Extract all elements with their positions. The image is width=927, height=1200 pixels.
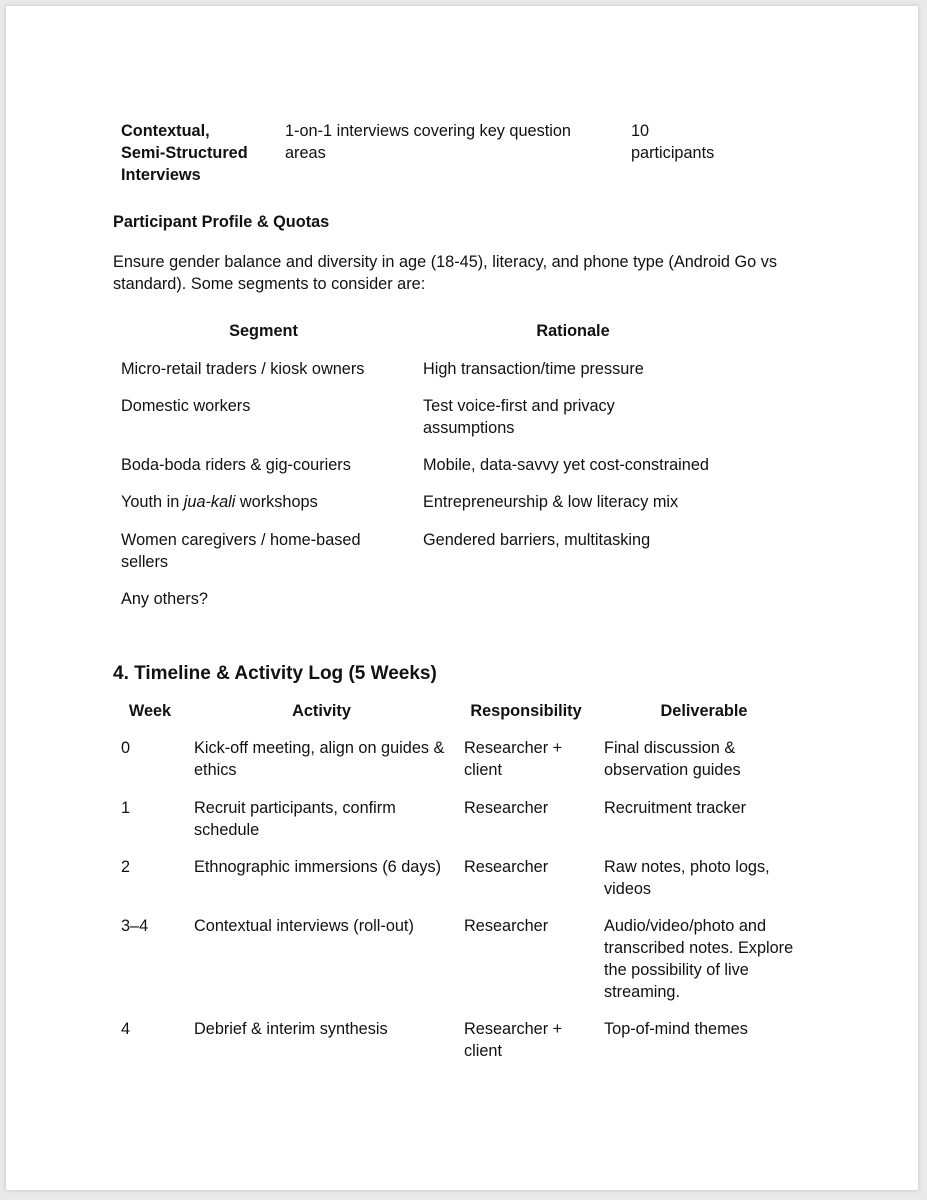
- deliverable-line: the possibility of live: [604, 961, 749, 979]
- participant-profile-heading: Participant Profile & Quotas: [113, 213, 330, 231]
- activity-column-header: Activity: [292, 702, 351, 720]
- activity-line: Kick-off meeting, align on guides &: [194, 739, 445, 757]
- deliverable-cell: [604, 737, 824, 781]
- segment-cell: Domestic workers: [121, 397, 251, 415]
- method-description-cell: [285, 120, 615, 164]
- segment-cell: Any others?: [121, 590, 208, 608]
- segment-cell: [121, 529, 411, 573]
- activity-line: ethics: [194, 761, 237, 779]
- deliverable-line: Audio/video/photo and: [604, 917, 767, 935]
- timeline-heading: 4. Timeline & Activity Log (5 Weeks): [113, 663, 437, 684]
- deliverable-line: observation guides: [604, 761, 741, 779]
- rationale-line: assumptions: [423, 419, 515, 437]
- segment-cell: [121, 491, 411, 513]
- participant-profile-intro: [113, 251, 833, 295]
- responsibility-cell: Researcher: [464, 858, 549, 876]
- deliverable-column-header: Deliverable: [660, 702, 748, 720]
- rationale-line: Test voice-first and privacy: [423, 397, 615, 415]
- deliverable-cell: Recruitment tracker: [604, 799, 747, 817]
- week-cell: 1: [121, 799, 131, 817]
- activity-line: schedule: [194, 821, 260, 839]
- activity-line: Recruit participants, confirm: [194, 799, 396, 817]
- method-name-cell: [121, 120, 281, 186]
- deliverable-cell: [604, 856, 824, 900]
- week-cell: 3–4: [121, 917, 149, 935]
- responsibility-cell: [464, 1018, 599, 1062]
- segment-emphasis: jua-kali: [183, 493, 236, 511]
- segment-line: sellers: [121, 553, 169, 571]
- description-line: 1-on-1 interviews covering key question: [285, 122, 571, 140]
- week-column-header: Week: [128, 702, 172, 720]
- segment-text: Youth in: [121, 493, 184, 511]
- activity-cell: [194, 797, 459, 841]
- week-cell: 2: [121, 858, 131, 876]
- deliverable-line: streaming.: [604, 983, 681, 1001]
- week-cell: 4: [121, 1020, 131, 1038]
- rationale-cell: [423, 395, 763, 439]
- segment-cell: Boda-boda riders & gig-couriers: [121, 456, 351, 474]
- segment-column-header: Segment: [229, 322, 298, 340]
- sample-line: participants: [631, 144, 715, 162]
- method-sample-cell: [631, 120, 831, 164]
- activity-cell: Debrief & interim synthesis: [194, 1020, 388, 1038]
- responsibility-line: Researcher +: [464, 739, 563, 757]
- deliverable-cell: Top-of-mind themes: [604, 1020, 748, 1038]
- method-line: Semi-Structured: [121, 144, 248, 162]
- responsibility-cell: Researcher: [464, 917, 549, 935]
- responsibility-cell: [464, 737, 599, 781]
- rationale-cell: Gendered barriers, multitasking: [423, 531, 651, 549]
- responsibility-line: client: [464, 761, 503, 779]
- responsibility-cell: Researcher: [464, 799, 549, 817]
- responsibility-line: Researcher +: [464, 1020, 563, 1038]
- deliverable-cell: [604, 915, 824, 1003]
- description-line: areas: [285, 144, 326, 162]
- method-line: Interviews: [121, 166, 201, 184]
- rationale-cell: Entrepreneurship & low literacy mix: [423, 493, 679, 511]
- deliverable-line: Final discussion &: [604, 739, 736, 757]
- rationale-cell: Mobile, data-savvy yet cost-constrained: [423, 456, 709, 474]
- rationale-cell: High transaction/time pressure: [423, 360, 644, 378]
- method-line: Contextual,: [121, 122, 210, 140]
- responsibility-column-header: Responsibility: [470, 702, 582, 720]
- intro-line: Ensure gender balance and diversity in age (18-45), literacy, and phone type (Android Go vs: [113, 253, 778, 271]
- deliverable-line: Raw notes, photo logs,: [604, 858, 770, 876]
- activity-cell: Ethnographic immersions (6 days): [194, 858, 442, 876]
- week-cell: 0: [121, 739, 131, 757]
- deliverable-line: videos: [604, 880, 652, 898]
- intro-line: standard). Some segments to consider are:: [113, 275, 426, 293]
- sample-line: 10: [631, 122, 650, 140]
- deliverable-line: transcribed notes. Explore: [604, 939, 794, 957]
- document-page: [6, 6, 918, 1190]
- activity-cell: [194, 737, 459, 781]
- segment-cell: Micro-retail traders / kiosk owners: [121, 360, 365, 378]
- segment-text: workshops: [235, 493, 318, 511]
- segment-line: Women caregivers / home-based: [121, 531, 361, 549]
- activity-cell: Contextual interviews (roll-out): [194, 917, 414, 935]
- responsibility-line: client: [464, 1042, 503, 1060]
- rationale-column-header: Rationale: [536, 322, 610, 340]
